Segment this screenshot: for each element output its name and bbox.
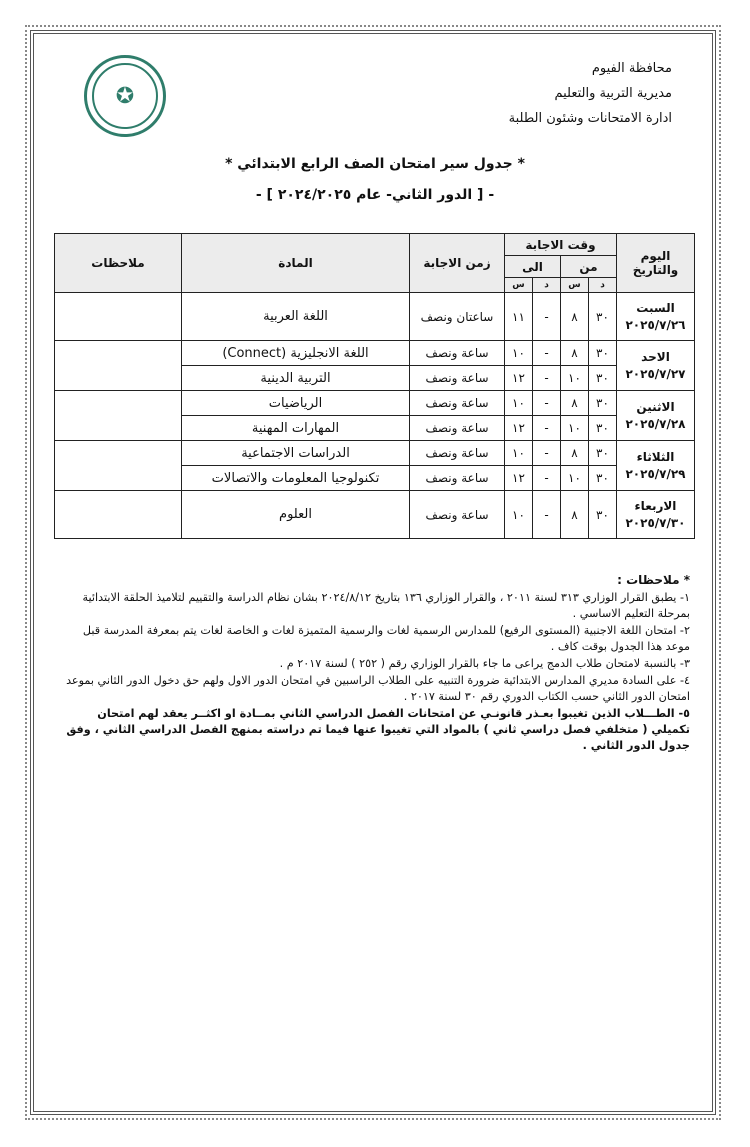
subject: العلوم [182, 491, 410, 539]
day-date: ٢٠٢٥/٧/٢٩ [625, 466, 686, 481]
to-hours: ١٢ [505, 466, 533, 491]
note-item: ١- يطبق القرار الوزاري ٣١٣ لسنة ٢٠١١ ، والقرار الوزاري ١٣٦ بتاريخ ٢٠٢٤/٨/١٢ بشان نظام الدراسة والتقييم لتلاميذ الحلقة الابتدائية بمرحلة التعليم الاساسي . [82, 591, 690, 620]
table-row [55, 491, 695, 539]
notes-title: * ملاحظات : [617, 573, 690, 587]
from-minutes: ٣٠ [589, 491, 617, 539]
duration: ساعة ونصف [410, 391, 505, 416]
day-name: الاثنين [636, 399, 675, 414]
notes-cell [55, 441, 182, 491]
exam-schedule-table [54, 233, 695, 539]
header-notes: ملاحظات [55, 234, 182, 293]
from-minutes: ٣٠ [589, 366, 617, 391]
day-name: السبت [636, 300, 675, 315]
from-hours: ١٠ [561, 366, 589, 391]
from-hours: ٨ [561, 341, 589, 366]
to-hours: ١٠ [505, 341, 533, 366]
document-header [509, 56, 672, 131]
day-date: ٢٠٢٥/٧/٣٠ [625, 515, 686, 530]
day-cell [617, 491, 695, 539]
subject: التربية الدينية [182, 366, 410, 391]
header-answer-time: وقت الاجابة [505, 234, 617, 256]
ministry-seal-icon [84, 55, 166, 137]
header-from: من [561, 256, 617, 278]
subject: الدراسات الاجتماعية [182, 441, 410, 466]
page-subtitle: - [ الدور الثاني- عام ٢٠٢٤/٢٠٢٥ ] - [255, 187, 495, 203]
day-cell [617, 391, 695, 441]
from-minutes: ٣٠ [589, 293, 617, 341]
to-hours: ١٠ [505, 391, 533, 416]
to-hours: ١٠ [505, 491, 533, 539]
to-hours: ١٢ [505, 416, 533, 441]
day-cell [617, 441, 695, 491]
day-name: الثلاثاء [636, 449, 675, 464]
directorate: مديرية التربية والتعليم [554, 86, 672, 101]
duration: ساعة ونصف [410, 466, 505, 491]
table-row [55, 341, 695, 366]
to-hours: ١١ [505, 293, 533, 341]
day-name: الاحد [641, 349, 670, 364]
duration: ساعتان ونصف [410, 293, 505, 341]
header-duration: زمن الاجابة [410, 234, 505, 293]
table-row [55, 293, 695, 341]
header-to: الى [505, 256, 561, 278]
from-minutes: ٣٠ [589, 466, 617, 491]
from-hours: ١٠ [561, 416, 589, 441]
notes-section [58, 572, 690, 755]
to-hours: ١٠ [505, 441, 533, 466]
to-minutes: - [533, 293, 561, 341]
duration: ساعة ونصف [410, 341, 505, 366]
day-cell [617, 341, 695, 391]
duration: ساعة ونصف [410, 441, 505, 466]
department: ادارة الامتحانات وشئون الطلبة [508, 111, 672, 126]
from-hours: ٨ [561, 491, 589, 539]
to-minutes: - [533, 391, 561, 416]
subject: تكنولوجيا المعلومات والاتصالات [182, 466, 410, 491]
from-minutes: ٣٠ [589, 391, 617, 416]
note-item: ٣- بالنسبة لامتحان طلاب الدمج يراعى ما جاء بالقرار الوزاري رقم ( ٢٥٢ ) لسنة ٢٠١٧ م . [279, 657, 690, 670]
to-minutes: - [533, 341, 561, 366]
to-minutes: - [533, 441, 561, 466]
subject: اللغة العربية [182, 293, 410, 341]
subject: المهارات المهنية [182, 416, 410, 441]
from-hours: ٨ [561, 441, 589, 466]
from-minutes: ٣٠ [589, 341, 617, 366]
notes-cell [55, 293, 182, 341]
governorate: محافظة الفيوم [591, 61, 672, 76]
note-item: ٥- الطـــلاب الذين تغيبوا بعـذر قانونـي عن امتحانات الفصل الدراسي الثاني بمــادة او اكثــر يعقد لهم امتحان تكميلي ( متخلفي فصل دراسي ثاني ) بالمواد التي تغيبوا عنها فيما تم دراسته بمنهج الفصل الدراسي الثاني ، وفق جدول الدور الثاني . [66, 707, 690, 752]
table-row [55, 441, 695, 466]
page-title: * جدول سير امتحان الصف الرابع الابتدائي * [225, 156, 525, 172]
from-hours: ١٠ [561, 466, 589, 491]
day-date: ٢٠٢٥/٧/٢٧ [625, 366, 686, 381]
to-hours: ١٢ [505, 366, 533, 391]
to-minutes: - [533, 466, 561, 491]
from-hours: ٨ [561, 293, 589, 341]
subject: الرياضيات [182, 391, 410, 416]
day-cell [617, 293, 695, 341]
to-minutes: - [533, 491, 561, 539]
from-minutes: ٣٠ [589, 441, 617, 466]
header-subject: المادة [182, 234, 410, 293]
to-minutes: - [533, 366, 561, 391]
day-name: الاربعاء [634, 498, 677, 513]
header-day-date: اليوم والتاريخ [617, 234, 695, 293]
header-from-minutes: د [589, 278, 617, 293]
from-hours: ٨ [561, 391, 589, 416]
duration: ساعة ونصف [410, 416, 505, 441]
seal-inner: ✪ [92, 63, 158, 129]
duration: ساعة ونصف [410, 491, 505, 539]
header-from-hours: س [561, 278, 589, 293]
from-minutes: ٣٠ [589, 416, 617, 441]
header-to-minutes: د [533, 278, 561, 293]
day-date: ٢٠٢٥/٧/٢٦ [625, 317, 686, 332]
notes-cell [55, 491, 182, 539]
header-to-hours: س [505, 278, 533, 293]
notes-cell [55, 341, 182, 391]
notes-cell [55, 391, 182, 441]
duration: ساعة ونصف [410, 366, 505, 391]
subject: اللغة الانجليزية (Connect) [182, 341, 410, 366]
note-item: ٢- امتحان اللغة الاجنبية (المستوى الرفيع) للمدارس الرسمية لغات والرسمية المتميزة لغات و الخاصة لغات يتم بمعرفة المدرسة قبل موعد هذا الجدول بوقت كاف . [82, 624, 690, 653]
table-row [55, 391, 695, 416]
day-date: ٢٠٢٥/٧/٢٨ [625, 416, 686, 431]
note-item: ٤- على السادة مديري المدارس الابتدائية ضرورة التنبيه على الطلاب الراسبين في امتحان الدور الاول ولهم حق دخول الدور الثاني بموعد امتحان الدور الثاني حسب الكتاب الدوري رقم ٣٠ لسنة ٢٠١٧ . [66, 674, 690, 703]
to-minutes: - [533, 416, 561, 441]
